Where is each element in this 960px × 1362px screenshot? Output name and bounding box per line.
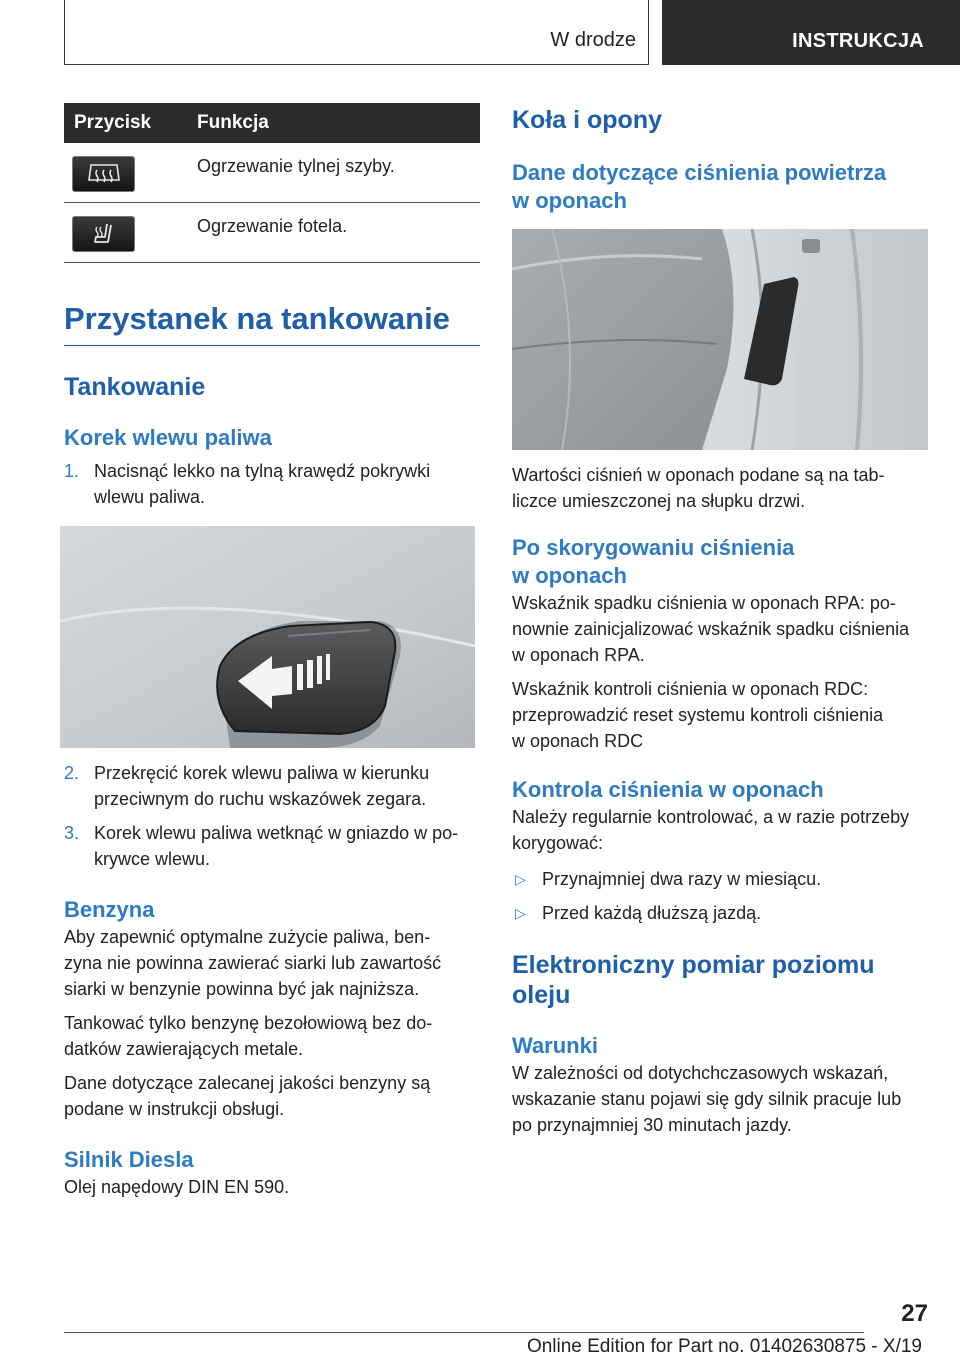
- rdc-paragraph: Wskaźnik kontroli ciśnienia w oponach RDC: przeprowadzić reset systemu kontroli ciśnienia w oponach RDC: [512, 679, 884, 751]
- diesel-paragraph: Olej napędowy DIN EN 590.: [64, 1176, 290, 1197]
- list-item: ▷ Przed każdą dłuższą jazdą.: [512, 900, 928, 926]
- petrol-paragraph: Aby zapewnić optymalne zużycie paliwa, ben- zyna nie powinna zawierać siarki lub zawartość siarki w benzynie powinna być jak najniższa.: [64, 926, 442, 999]
- fuel-cap-photo: [60, 526, 475, 748]
- footer-edition: Online Edition for Part no. 01402630875 - X/19: [526, 1336, 922, 1357]
- footer-divider: [64, 1332, 864, 1333]
- table-row: [64, 202, 480, 262]
- petrol-paragraph: Tankować tylko benzynę bezołowiową bez do- datków zawierających metale.: [64, 1012, 433, 1059]
- header-tab[interactable]: [662, 0, 960, 65]
- refuel-title: Przystanek na tankowanie: [64, 301, 480, 346]
- left-column: [64, 103, 480, 1200]
- diesel-heading: Silnik Diesla: [64, 1146, 194, 1172]
- petrol-heading: Benzyna: [64, 896, 155, 922]
- list-item: ▷ Przynajmniej dwa razy w miesiącu.: [512, 866, 928, 892]
- after-correction-heading: Po skorygowaniu ciśnienia w oponach: [512, 535, 795, 588]
- seat-heating-icon: [72, 216, 135, 252]
- header-tab-label: INSTRUKCJA: [792, 30, 924, 52]
- door-pillar-photo: [512, 229, 928, 450]
- triangle-bullet-icon: ▷: [515, 905, 526, 921]
- list-item: 3. Korek wlewu paliwa wetknąć w gniazdo w po- krywce wlewu.: [64, 820, 480, 872]
- page-number: 27: [901, 1300, 928, 1327]
- step-number: 3.: [64, 822, 80, 843]
- table-header-button: Przycisk: [64, 103, 197, 143]
- pressure-check-paragraph: Należy regularnie kontrolować, a w razie potrzeby korygować:: [512, 807, 910, 853]
- pressure-data-heading: Dane dotyczące ciśnienia powietrza w oponach: [512, 160, 887, 213]
- header-section-title: W drodze: [550, 29, 636, 51]
- petrol-paragraph: Dane dotyczące zalecanej jakości benzyny są podane w instrukcji obsługi.: [64, 1072, 431, 1119]
- table-row: [64, 143, 480, 202]
- oil-title: Elektroniczny pomiar poziomu oleju: [512, 951, 875, 1009]
- fuel-cap-heading: Korek wlewu paliwa: [64, 424, 272, 450]
- table-cell-function: Ogrzewanie fotela.: [197, 202, 480, 262]
- step-number: 2.: [64, 762, 80, 783]
- rpa-paragraph: Wskaźnik spadku ciśnienia w oponach RPA: po- nownie zainicjalizować wskaźnik spadku ciśnienia w oponach RPA.: [512, 593, 910, 665]
- table-header-row: [64, 103, 480, 143]
- refuel-subtitle: Tankowanie: [64, 372, 206, 401]
- rear-window-defrost-icon: [72, 156, 135, 192]
- tyres-title: Koła i opony: [512, 106, 662, 134]
- button-function-table: [64, 103, 480, 263]
- right-column: [512, 103, 928, 1138]
- conditions-paragraph: W zależności od dotychchczasowych wskazań, wskazanie stanu pojawi się gdy silnik pracuje lub po przynajmniej 30 minutach jazdy.: [512, 1063, 902, 1135]
- pressure-check-heading: Kontrola ciśnienia w oponach: [512, 777, 824, 802]
- list-item: 2. Przekręcić korek wlewu paliwa w kierunku przeciwnym do ruchu wskazówek zegara.: [64, 760, 480, 812]
- table-header-function: Funkcja: [197, 103, 480, 143]
- conditions-heading: Warunki: [512, 1033, 598, 1058]
- pressure-caption: Wartości ciśnień w oponach podane są na tab- liczce umieszczonej na słupku drzwi.: [512, 465, 885, 511]
- header-section-box: [64, 0, 649, 65]
- step-number: 1.: [64, 460, 80, 481]
- table-cell-function: Ogrzewanie tylnej szyby.: [197, 143, 480, 202]
- list-item: 1. Nacisnąć lekko na tylną krawędź pokrywki wlewu paliwa.: [64, 458, 480, 510]
- triangle-bullet-icon: ▷: [515, 871, 526, 887]
